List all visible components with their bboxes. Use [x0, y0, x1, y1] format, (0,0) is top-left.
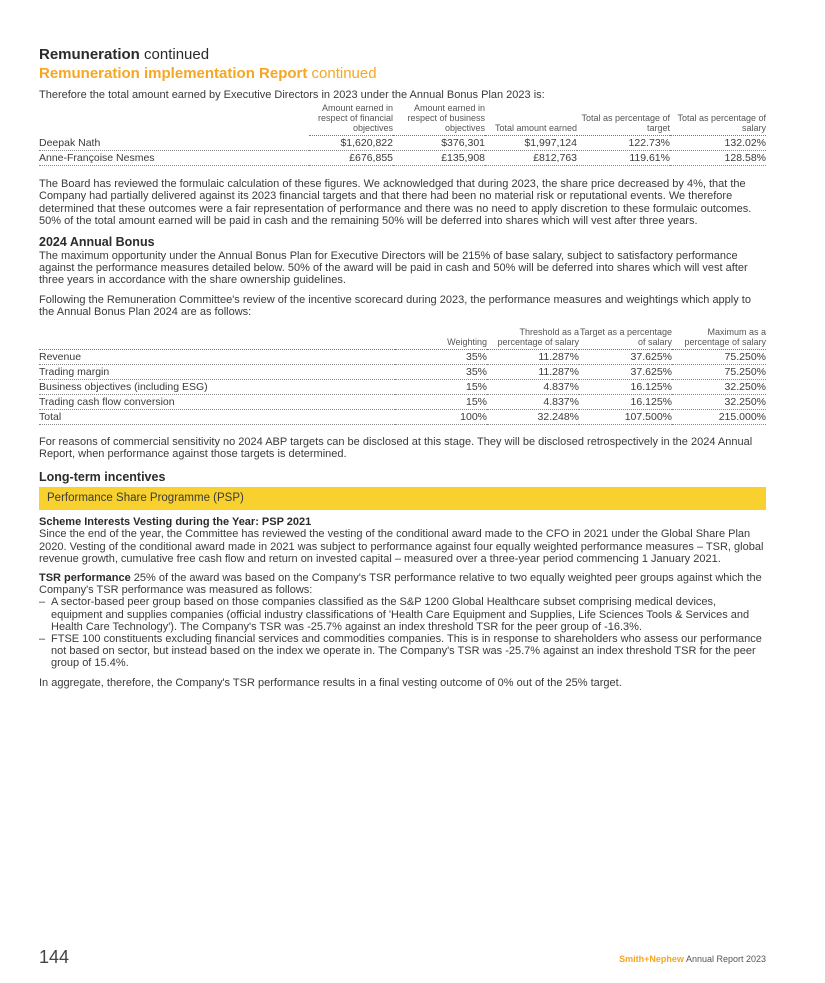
- earned-header-total: Total amount earned: [485, 103, 577, 136]
- cell: $1,620,822: [309, 136, 393, 151]
- earned-header-blank: [39, 103, 309, 136]
- cell: 35%: [395, 365, 487, 380]
- dash-bullet: –: [39, 596, 46, 609]
- cell: $1,997,124: [485, 136, 577, 151]
- psp-2021-title: Scheme Interests Vesting during the Year: PSP 2021: [39, 516, 312, 529]
- cell: 107.500%: [579, 410, 672, 425]
- cell: £135,908: [393, 151, 485, 166]
- cell: 11.287%: [487, 350, 579, 365]
- cell: £812,763: [485, 151, 577, 166]
- cell: 4.837%: [487, 395, 579, 410]
- cell: 35%: [395, 350, 487, 365]
- brand-name: Smith+Nephew: [619, 954, 684, 964]
- tsr-label: TSR performance: [39, 572, 131, 585]
- cell: 75.250%: [672, 350, 766, 365]
- bonus-2024-paragraph-2: Following the Remuneration Committee's review of the incentive scorecard during 2023, the performance measures and weightings which apply to the Annual Bonus Plan 2024 are as follows:: [39, 293, 751, 318]
- psp-2021-paragraph: Since the end of the year, the Committee has reviewed the vesting of the conditional award made to the CFO in 2021 under the Global Share Plan 2020. Vesting of the conditional award made in 2021 was subject to performance against four equally weighted performance measures – TSR, global revenue growth, cumulative free cash flow and return on invested capital – measured over a three-year period commencing 1 January 2021.: [39, 528, 764, 565]
- section-heading: [39, 46, 766, 64]
- measures-table: [39, 327, 766, 425]
- subsection-heading: [39, 64, 766, 84]
- cell: 100%: [395, 410, 487, 425]
- row-name: Deepak Nath: [39, 136, 309, 151]
- earned-header-financial: Amount earned in respect of financial objectives: [309, 103, 393, 136]
- measures-header-threshold: Threshold as a percentage of salary: [487, 327, 579, 350]
- cell: 37.625%: [579, 365, 672, 380]
- footer-brand: [619, 954, 766, 964]
- sensitivity-paragraph: For reasons of commercial sensitivity no 2024 ABP targets can be disclosed at this stage. They will be disclosed retrospectively in the 2024 Annual Report, when performance against those targets is determined.: [39, 436, 753, 461]
- measures-header-target: Target as a percentage of salary: [579, 327, 672, 350]
- row-name: Revenue: [39, 350, 395, 365]
- lti-title: Long-term incentives: [39, 470, 166, 485]
- measures-table-header: [39, 327, 766, 350]
- cell: 132.02%: [670, 136, 766, 151]
- table-row: [39, 380, 766, 395]
- intro-paragraph: Therefore the total amount earned by Executive Directors in 2023 under the Annual Bonus Plan 2023 is:: [39, 89, 545, 101]
- report-name: Annual Report 2023: [685, 954, 766, 964]
- list-item: [39, 633, 766, 670]
- dash-bullet: –: [39, 633, 46, 646]
- row-name: Trading cash flow conversion: [39, 395, 395, 410]
- page-number: 144: [39, 947, 70, 967]
- measures-header-maximum: Maximum as a percentage of salary: [672, 327, 766, 350]
- cell: 4.837%: [487, 380, 579, 395]
- cell: 32.250%: [672, 380, 766, 395]
- cell: 15%: [395, 380, 487, 395]
- table-row: [39, 151, 766, 166]
- cell: 122.73%: [577, 136, 670, 151]
- table-row-total: [39, 410, 766, 425]
- cell: 37.625%: [579, 350, 672, 365]
- measures-header-blank: [39, 327, 395, 350]
- list-item: [39, 596, 766, 633]
- earned-header-pct-target: Total as percentage of target: [577, 103, 670, 136]
- cell: $376,301: [393, 136, 485, 151]
- cell: 215.000%: [672, 410, 766, 425]
- list-item-text: A sector-based peer group based on those companies classified as the S&P 1200 Global Healthcare subset comprising medical devices, equipment and supplies companies (official industry classifications of 'Health Care Equipment and Supplies, Life Sciences Tools & Services and Health Care Technology'). The Company's TSR was -25.7% against an index threshold TSR for the peer group of -16.3%.: [51, 596, 750, 633]
- cell: 128.58%: [670, 151, 766, 166]
- board-paragraph: The Board has reviewed the formulaic calculation of these figures. We acknowledged that during 2023, the share price decreased by 4%, that the Company had partially delivered against its 2023 financial targets and that there had been no material risk or reputational events. We therefore determined that these outcomes were a fair representation of performance and there was no need to apply discretion to these formulaic outcomes. 50% of the total amount earned will be paid in cash and the remaining 50% will be deferred into shares which will vest after three years.: [39, 178, 752, 227]
- row-name: Trading margin: [39, 365, 395, 380]
- subsection-suffix: continued: [311, 65, 377, 82]
- row-name: Business objectives (including ESG): [39, 380, 395, 395]
- bonus-2024-title: 2024 Annual Bonus: [39, 235, 155, 250]
- cell: 75.250%: [672, 365, 766, 380]
- row-name: Total: [39, 410, 395, 425]
- cell: 119.61%: [577, 151, 670, 166]
- psp-banner: Performance Share Programme (PSP): [39, 487, 766, 510]
- bonus-2024-paragraph-1: The maximum opportunity under the Annual Bonus Plan for Executive Directors will be 215% of base salary, subject to satisfactory performance against the performance measures detailed below. 50% of the award will be paid in cash and 50% will be deferred into shares which will vest after three years in accordance with the share ownership guidelines.: [39, 250, 748, 287]
- earned-table-header: [39, 103, 766, 136]
- section-suffix: continued: [144, 46, 210, 63]
- subsection-title: Remuneration implementation Report: [39, 65, 308, 82]
- cell: 15%: [395, 395, 487, 410]
- cell: £676,855: [309, 151, 393, 166]
- conclusion-paragraph: In aggregate, therefore, the Company's TSR performance results in a final vesting outcome of 0% out of the 25% target.: [39, 676, 622, 689]
- table-row: [39, 365, 766, 380]
- tsr-text: 25% of the award was based on the Company's TSR performance relative to two equally weighted peer groups against which the Company's TSR performance was measured as follows:: [39, 572, 762, 597]
- table-row: [39, 350, 766, 365]
- list-item-text: FTSE 100 constituents excluding financial services and commodities companies. This is in response to shareholders who assess our performance not based on sector, but instead based on the index we operate in. The Company's TSR was -25.7% against an index threshold TSR for the peer group of 15.4%.: [51, 633, 762, 670]
- section-title: Remuneration: [39, 46, 140, 63]
- cell: 16.125%: [579, 380, 672, 395]
- earned-header-pct-salary: Total as percentage of salary: [670, 103, 766, 136]
- table-row: [39, 395, 766, 410]
- row-name: Anne-Françoise Nesmes: [39, 151, 309, 166]
- cell: 16.125%: [579, 395, 672, 410]
- earned-table: [39, 103, 766, 166]
- cell: 11.287%: [487, 365, 579, 380]
- cell: 32.250%: [672, 395, 766, 410]
- measures-header-weighting: Weighting: [395, 327, 487, 350]
- page-content: [39, 46, 766, 689]
- tsr-paragraph: [39, 572, 766, 596]
- earned-header-business: Amount earned in respect of business objectives: [393, 103, 485, 136]
- cell: 32.248%: [487, 410, 579, 425]
- tsr-peer-list: [39, 596, 766, 669]
- table-row: [39, 136, 766, 151]
